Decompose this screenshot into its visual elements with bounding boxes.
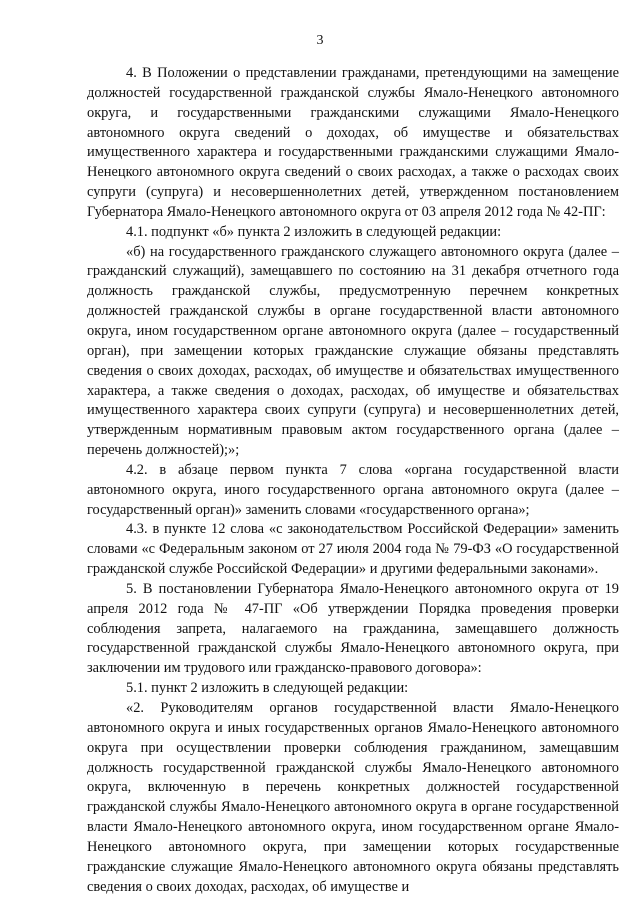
paragraph-5: 5. В постановлении Губернатора Ямало-Ненецкого автономного округа от 19 апреля 2012 года № 47-ПГ «Об утверждении Порядка проведения проверки соблюдения запрета, налагаемого на гражданина, замещавшего должность государственной гражданской службы Ямало-Ненецкого автономного округа, при заключении им трудового или гражданско-правового договора»: xyxy=(87,580,619,677)
document-body xyxy=(87,64,619,897)
paragraph-4-1: 4.1. подпункт «б» пункта 2 изложить в следующей редакции: xyxy=(126,223,502,240)
paragraph-4: 4. В Положении о представлении гражданами, претендующими на замещение должностей государственной гражданской службы Ямало-Ненецкого автономного округа, и государственными гражданскими служащими Ямало-Ненецкого автономного округа сведений о доходах, об имуществе и обязательствах имущественного характера и государственными гражданскими служащими Ямало-Ненецкого автономного округа сведений о своих расходах, а также о расходах своих супруги (супруга) и несовершеннолетних детей, утвержденном постановлением Губернатора Ямало-Ненецкого автономного округа от 03 апреля 2012 года № 42-ПГ: xyxy=(87,65,619,220)
paragraph-5-1-text: «2. Руководителям органов государственной власти Ямало-Ненецкого автономного округа и иных государственных органов Ямало-Ненецкого автономного округа при осуществлении проверки соблюдения гражданином, замещавшим должность государственной гражданской службы Ямало-Ненецкого автономного округа, включенную в перечень конкретных должностей государственной гражданской службы Ямало-Ненецкого автономного округа в органе государственной власти Ямало-Ненецкого автономного округа, ином государственном органе Ямало-Ненецкого автономного округа, при замещении которых государственные гражданские служащие Ямало-Ненецкого автономного округа обязаны представлять сведения о своих доходах, расходах, об имуществе и xyxy=(87,700,619,895)
paragraph-4-1-text: «б) на государственного гражданского служащего автономного округа (далее – гражданский служащий), замещавшего по состоянию на 31 декабря отчетного года должность гражданской службы, предусмотренную перечнем конкретных должностей гражданской службы в органе государственной власти автономного округа, ином государственном органе автономного округа (далее – государственный орган), при замещении которых гражданские служащие обязаны представлять сведения о своих доходах, расходах, об имуществе и обязательствах имущественного характера, а также сведения о доходах, расходах, об имуществе и обязательствах имущественного характера своих супруги (супруга) и несовершеннолетних детей, утвержденным нормативным правовым актом государственного органа (далее – перечень должностей);»; xyxy=(87,243,619,459)
paragraph-5-1: 5.1. пункт 2 изложить в следующей редакции: xyxy=(126,680,409,697)
paragraph-4-3: 4.3. в пункте 12 слова «с законодательством Российской Федерации» заменить словами «с Федеральным законом от 27 июля 2004 года № 79-ФЗ «О государственной гражданской службе Российской Федерации» и другими федеральными законами». xyxy=(87,521,619,578)
paragraph-4-2: 4.2. в абзаце первом пункта 7 слова «органа государственной власти автономного округа, иного государственного органа автономного округа (далее – государственный орган)» заменить словами «государственного органа»; xyxy=(87,461,619,518)
page-number: 3 xyxy=(316,33,324,48)
